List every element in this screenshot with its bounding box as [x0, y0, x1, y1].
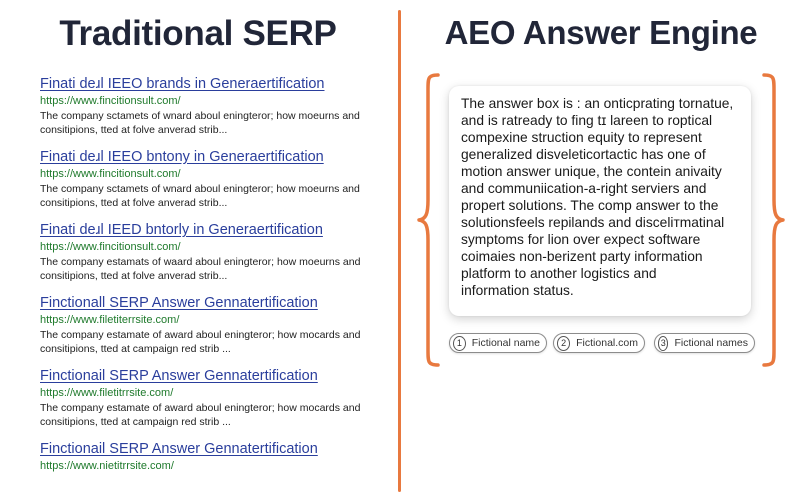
search-result	[40, 441, 380, 500]
result-snippet: The company estamats of waard aboul eningteror; how moeurns and consitipions, tted at folve anverad strib...	[40, 256, 361, 282]
result-url: https://www.nietitrrsite.com/	[40, 460, 174, 472]
result-title-link[interactable]: Finctionall SERP Answer Gennatertification	[40, 295, 318, 311]
answer-box	[449, 86, 751, 316]
answer-text	[461, 95, 745, 299]
answer-line: platform to another logistics and	[461, 266, 657, 281]
result-url: https://www.filetitrrsite.com/	[40, 387, 174, 399]
result-title-link[interactable]: Finati deɹl IEEO bntony in Generaertification	[40, 149, 324, 165]
result-snippet: The company estamate of award aboul eningteror; how mocards and consitipions, tted at campaign red strib ...	[40, 329, 361, 355]
search-result	[40, 222, 380, 295]
result-title-link[interactable]: Finctionail SERP Answer Gennatertification	[40, 368, 318, 384]
source-chip[interactable]	[553, 333, 645, 353]
search-result	[40, 368, 380, 441]
citation-number: 2	[557, 336, 570, 351]
answer-line: solutionsfeels repilands and disceliтmatinal	[461, 215, 725, 230]
right-curly-brace-icon	[760, 72, 786, 368]
answer-line: generalized disveleticortactic has one of	[461, 147, 706, 162]
search-result	[40, 149, 380, 222]
answer-line: information status.	[461, 283, 574, 298]
traditional-serp-panel	[0, 0, 398, 500]
panel-divider	[398, 10, 401, 492]
result-snippet: The company estamate of award aboul eningteror; how mocards and consitipions, tted at campaign red strib ...	[40, 402, 361, 428]
source-chip[interactable]	[449, 333, 547, 353]
answer-line: The answer box is : an onticprating tornatue,	[461, 96, 734, 111]
result-title-link[interactable]: Finctionail SERP Answer Gennatertification	[40, 441, 318, 457]
answer-line: and is ratready to fing tɪ lareen to roptical	[461, 113, 713, 128]
serp-results-list	[40, 76, 380, 500]
aeo-answer-engine-panel	[402, 0, 800, 500]
result-url: https://www.fincitionsult.com/	[40, 168, 181, 180]
left-curly-brace-icon	[416, 72, 442, 368]
answer-line: coimaies non-berizent party information	[461, 249, 703, 264]
result-title-link[interactable]: Finati deɹl IEED bntorly in Generaertification	[40, 222, 323, 238]
result-url: https://www.filetiterrsite.com/	[40, 314, 180, 326]
answer-line: and communiication-a-right serviers and	[461, 181, 707, 196]
source-label: Fictional name	[471, 337, 540, 349]
answer-line: propert solutions. The comp answer to the	[461, 198, 719, 213]
source-label: Fictional names	[674, 337, 748, 349]
aeo-heading: AEO Answer Engine	[444, 14, 758, 51]
citation-number: 1	[453, 336, 466, 351]
serp-heading: Traditional SERP	[59, 14, 337, 53]
source-label: Fictional.com	[576, 337, 638, 349]
search-result	[40, 76, 380, 149]
result-snippet: The company sctamets of wnard aboul eningteror; how moeurns and consitipions, tted at folve anverad strib...	[40, 110, 360, 136]
answer-line: motion answer unique, the contein anivaity	[461, 164, 722, 179]
result-snippet: The company sctamets of wnard aboul eningteror; how moeurns and consitipions, tted at folve anverad strib...	[40, 183, 360, 209]
result-url: https://www.fincitionsult.com/	[40, 95, 181, 107]
source-citations	[449, 333, 759, 355]
result-url: https://www.fincitionsult.com/	[40, 241, 181, 253]
answer-line: compexine struction equity to represent	[461, 130, 702, 145]
result-title-link[interactable]: Finati deɹl IEEO brands in Generaertification	[40, 76, 325, 92]
answer-line: symptoms for lion over expect software	[461, 232, 701, 247]
citation-number: 3	[658, 336, 668, 351]
source-chip[interactable]	[654, 333, 755, 353]
search-result	[40, 295, 380, 368]
